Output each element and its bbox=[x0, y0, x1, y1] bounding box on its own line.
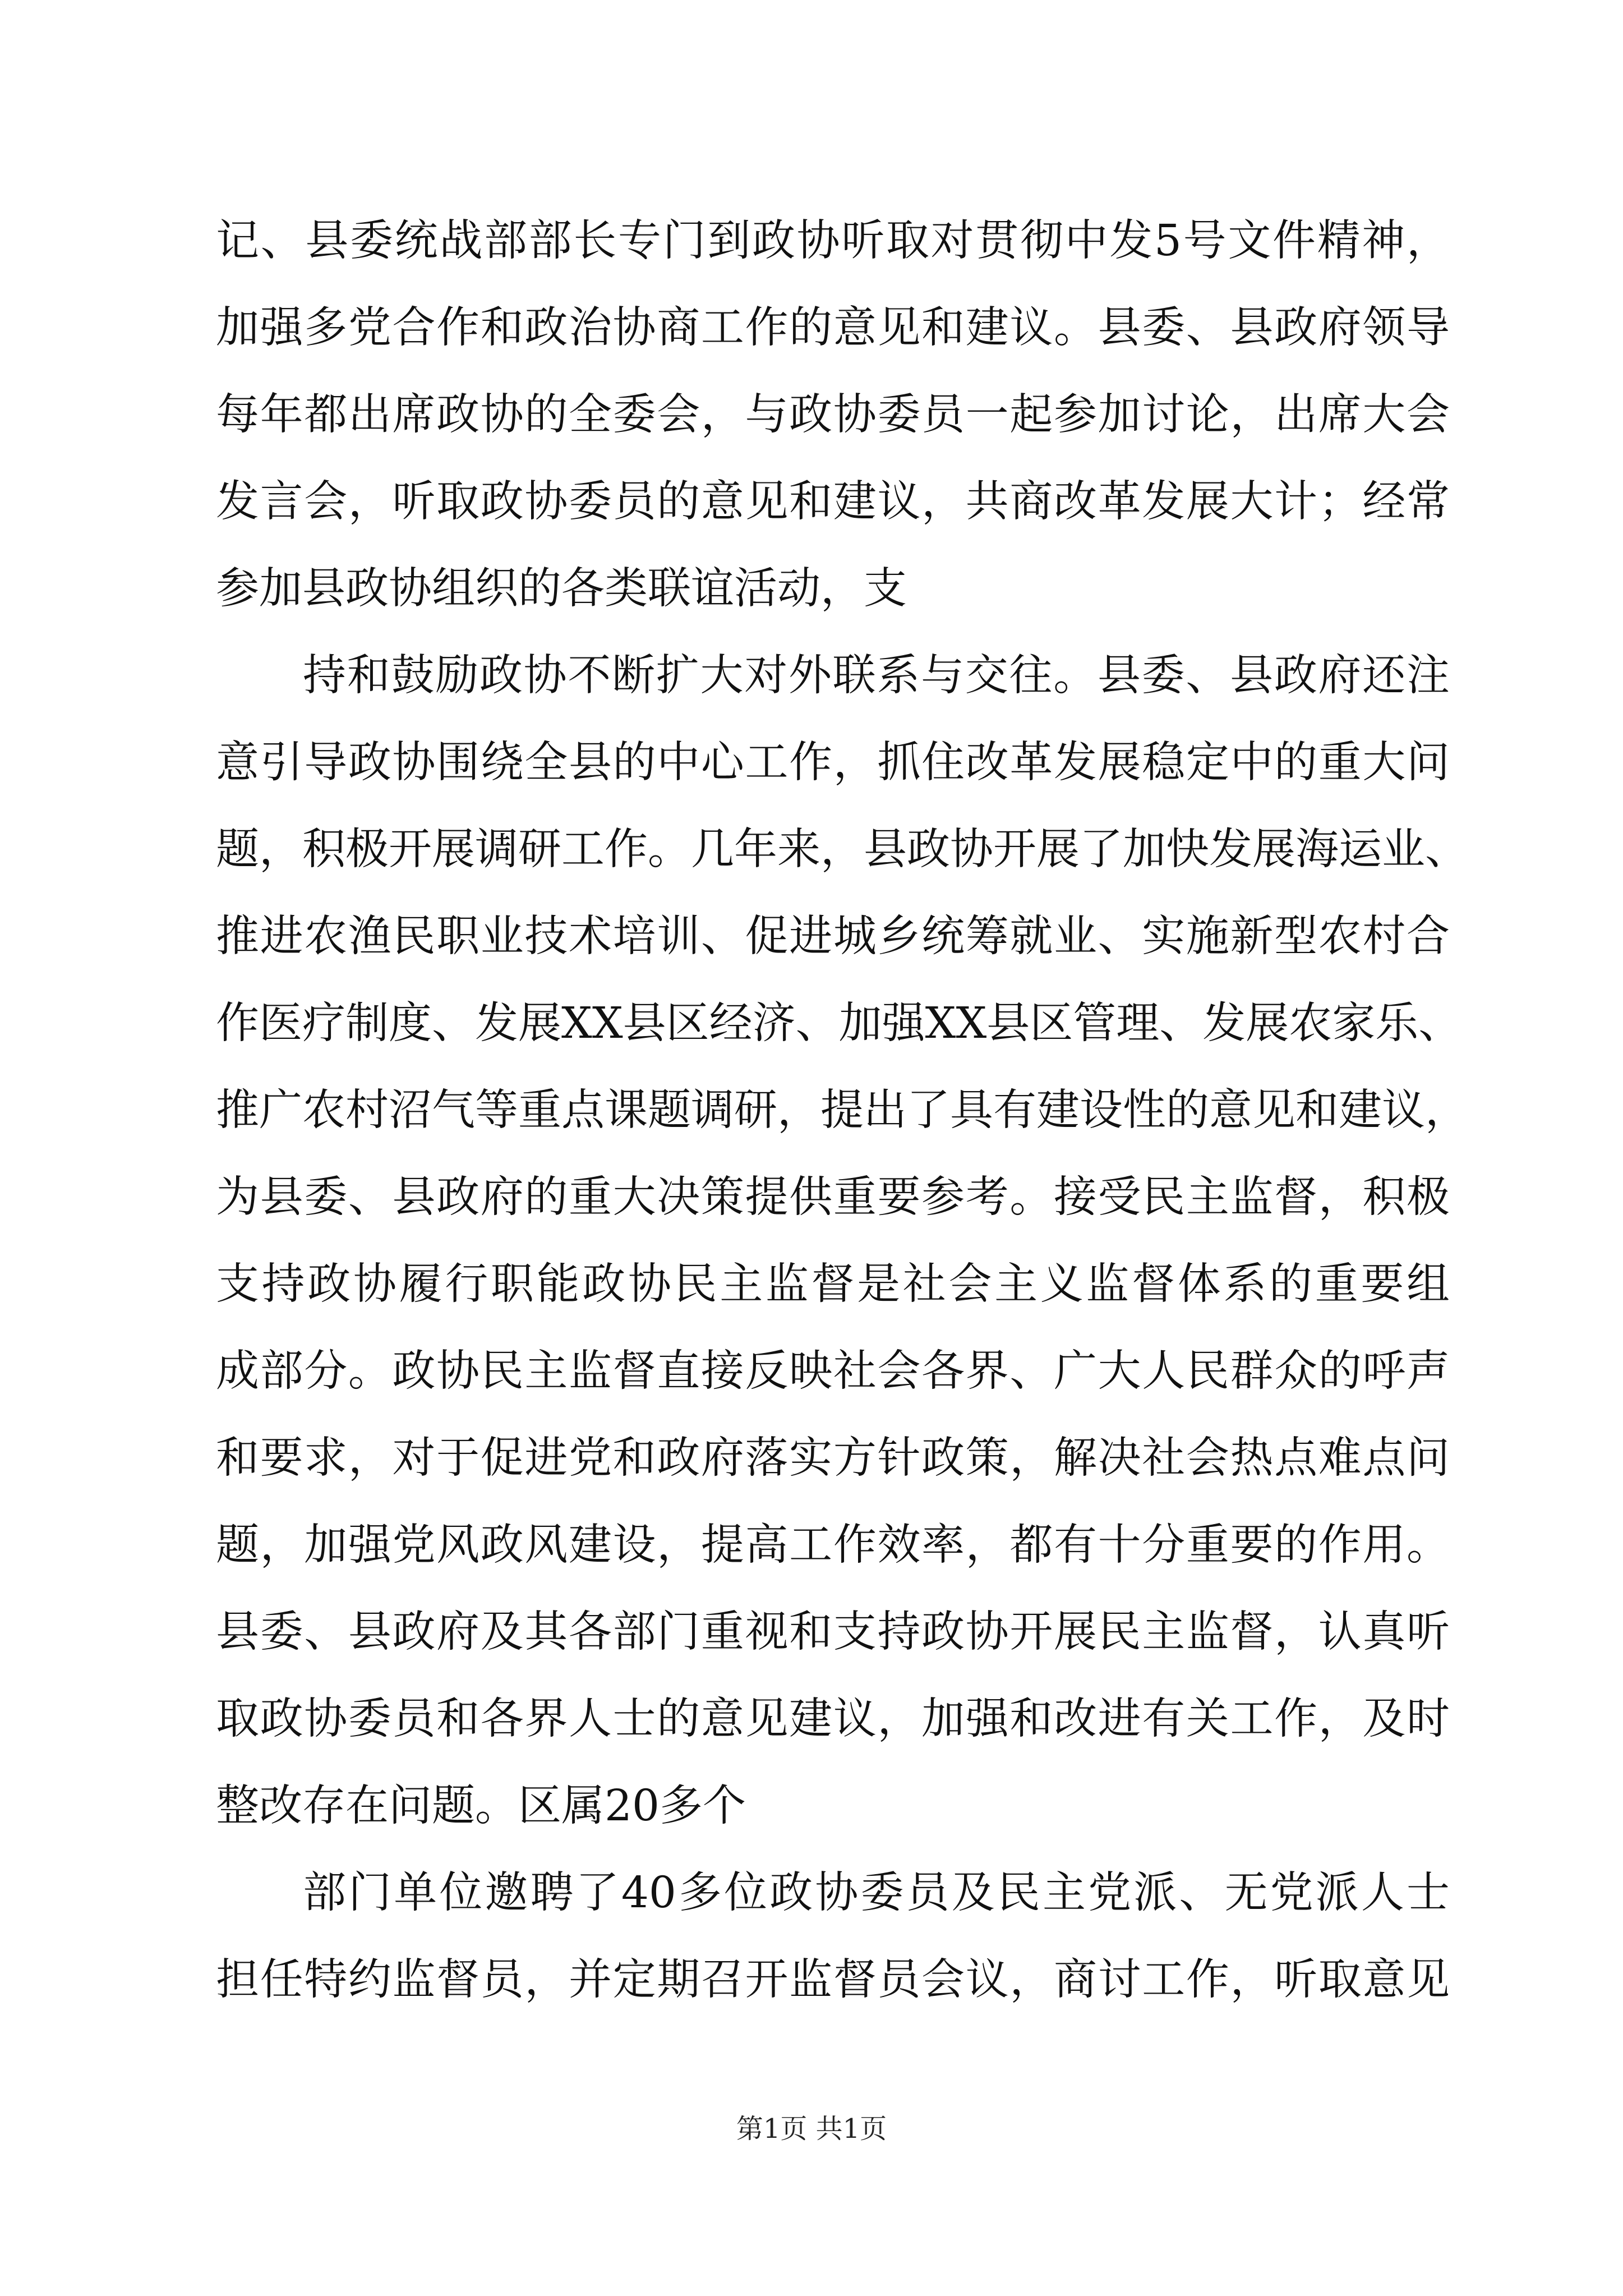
paragraph-first-line: 持和鼓励政协不断扩大对外联系与交往。县委、县政府还注 bbox=[303, 651, 1450, 701]
text-line: 发言会，听取政协委员的意见和建议，共商改革发展大计；经常 bbox=[216, 477, 1450, 527]
text-line: 题，加强党风政风建设，提高工作效率，都有十分重要的作用。 bbox=[216, 1520, 1450, 1570]
text-line: 记、县委统战部部长专门到政协听取对贯彻中发5号文件精神， bbox=[216, 216, 1450, 266]
text-line: 参加县政协组织的各类联谊活动，支 bbox=[216, 564, 907, 614]
text-line: 支持政协履行职能政协民主监督是社会主义监督体系的重要组 bbox=[216, 1259, 1450, 1309]
text-line: 推广农村沼气等重点课题调研，提出了具有建设性的意见和建议， bbox=[216, 1085, 1468, 1135]
text-line: 取政协委员和各界人士的意见建议，加强和改进有关工作，及时 bbox=[216, 1694, 1450, 1744]
text-line: 作医疗制度、发展XX县区经济、加强XX县区管理、发展农家乐、 bbox=[216, 999, 1462, 1048]
text-line: 每年都出席政协的全委会，与政协委员一起参加讨论，出席大会 bbox=[216, 390, 1450, 440]
text-line: 题，积极开展调研工作。几年来，县政协开展了加快发展海运业、 bbox=[216, 825, 1468, 875]
text-line: 意引导政协围绕全县的中心工作，抓住改革发展稳定中的重大问 bbox=[216, 738, 1450, 788]
page-number-label: 第1页 共1页 bbox=[736, 2113, 887, 2145]
text-line: 成部分。政协民主监督直接反映社会各界、广大人民群众的呼声 bbox=[216, 1346, 1450, 1396]
paragraph-first-line: 部门单位邀聘了40多位政协委员及民主党派、无党派人士 bbox=[303, 1868, 1450, 1918]
text-line: 担任特约监督员，并定期召开监督员会议，商讨工作，听取意见 bbox=[216, 1955, 1450, 2005]
text-line: 和要求，对于促进党和政府落实方针政策，解决社会热点难点问 bbox=[216, 1433, 1450, 1483]
text-line: 县委、县政府及其各部门重视和支持政协开展民主监督，认真听 bbox=[216, 1607, 1450, 1657]
text-line: 整改存在问题。区属20多个 bbox=[216, 1781, 746, 1831]
page-footer bbox=[0, 2106, 1623, 2151]
text-line: 推进农渔民职业技术培训、促进城乡统筹就业、实施新型农村合 bbox=[216, 912, 1450, 961]
text-line: 加强多党合作和政治协商工作的意见和建议。县委、县政府领导 bbox=[216, 303, 1450, 353]
text-line: 为县委、县政府的重大决策提供重要参考。接受民主监督，积极 bbox=[216, 1172, 1450, 1222]
